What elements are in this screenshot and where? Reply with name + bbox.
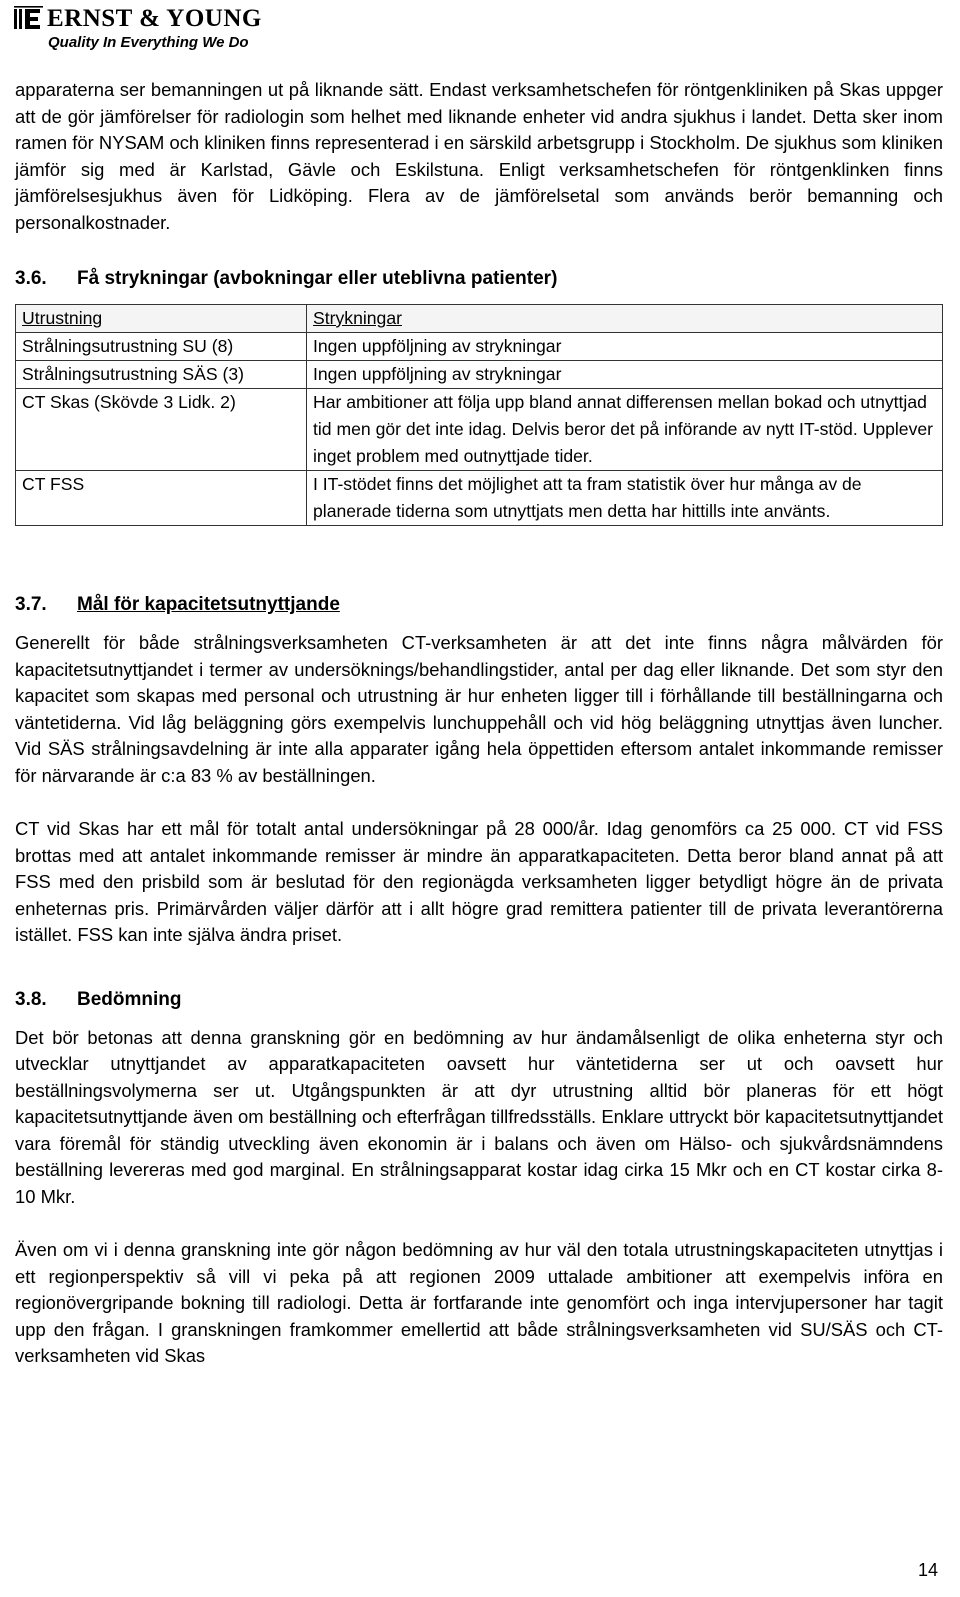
- table-header-row: [16, 305, 943, 333]
- table-cell: Strålningsutrustning SU (8): [16, 333, 307, 361]
- section-3-7-heading: [15, 592, 943, 618]
- strykningar-table: [15, 304, 943, 526]
- document-body: [15, 77, 943, 1370]
- section-title: Få strykningar (avbokningar eller uteblivna patienter): [77, 268, 558, 289]
- section-number: 3.6.: [15, 268, 47, 289]
- section-3-8-paragraph: Även om vi i denna granskning inte gör någon bedömning av hur väl den totala utrustningskapaciteten utnyttjas i ett regionperspektiv så vill vi peka på att regionen 2009 uttalade ambitioner att exempelvis införa en regionövergripande bokning till radiologi. Detta är fortfarande inte genomfört och inga intervjupersoner har tagit upp den frågan. I granskningen framkommer emellertid att både strålningsverksamheten vid SU/SÄS och CT-verksamheten vid Skas: [15, 1239, 943, 1366]
- table-cell: CT Skas (Skövde 3 Lidk. 2): [16, 389, 307, 471]
- table-header-cell: Utrustning: [16, 305, 307, 333]
- section-title: Bedömning: [77, 988, 182, 1010]
- table-row: [16, 471, 943, 526]
- table-row: [16, 361, 943, 389]
- section-3-7-paragraph: Generellt för både strålningsverksamheten CT-verksamheten är att det inte finns några målvärden för kapacitetsutnyttjandet i termer av undersöknings/behandlingstider, antal per dag eller liknande. Det som styr den kapacitet som skapas med personal och utrustning är hur enheten ligger till i förhållande till beställningarna och väntetiderna. Vid låg beläggning görs exempelvis lunchuppehåll och vid hög beläggning utnyttjas även luncher. Vid SÄS strålningsavdelning är inte alla apparater igång hela öppettiden eftersom antalet inkommande remisser för närvarande är c:a 83 % av beställningen.: [15, 632, 943, 786]
- section-number: 3.8.: [15, 988, 47, 1010]
- logo-tagline: Quality In Everything We Do: [48, 34, 249, 51]
- section-title: Mål för kapacitetsutnyttjande: [77, 594, 340, 615]
- table-row: [16, 333, 943, 361]
- intro-paragraph: apparaterna ser bemanningen ut på liknande sätt. Endast verksamhetschefen för röntgenkliniken på Skas uppger att de gör jämförelser för radiologin som helhet med liknande enheter vid andra sjukhus i landet. Detta sker inom ramen för NYSAM och kliniken finns representerad i en särskild arbetsgrupp i Stockholm. De sjukhus som kliniken jämför sig med är Karlstad, Gävle och Eskilstuna. Enligt verksamhetschefen för röntgenklinken finns jämförelsesjukhus även för Lidköping. Flera av de jämförelsetal som används berör bemanning och personalkostnader.: [15, 79, 943, 233]
- logo-company-name: ERNST & YOUNG: [47, 5, 262, 32]
- ey-logo-mark-icon: [14, 6, 44, 32]
- section-number: 3.7.: [15, 594, 47, 615]
- section-3-8-heading: [15, 987, 943, 1013]
- table-cell: Ingen uppföljning av strykningar: [307, 333, 943, 361]
- company-logo: [14, 4, 262, 52]
- table-header-cell: Strykningar: [307, 305, 943, 333]
- section-3-7-paragraph: CT vid Skas har ett mål för totalt antal undersökningar på 28 000/år. Idag genomförs ca 25 000. CT vid FSS brottas med att antalet inkommande remisser är mindre än apparatkapaciteten. Detta beror bland annat på att FSS med den prisbild som är beslutad för den regionägda verksamheten ligger betydligt högre än de privata enheternas pris. Primärvården väljer därför att i allt högre grad remittera patienter till de privata leverantörerna istället. FSS kan inte själva ändra priset.: [15, 818, 943, 945]
- table-cell: I IT-stödet finns det möjlighet att ta fram statistik över hur många av de planerade tiderna som utnyttjats men detta har hittills inte använts.: [307, 471, 943, 526]
- table-cell: Ingen uppföljning av strykningar: [307, 361, 943, 389]
- section-3-6-heading: [15, 266, 943, 292]
- table-cell: CT FSS: [16, 471, 307, 526]
- section-3-8-paragraph: Det bör betonas att denna granskning gör en bedömning av hur ändamålsenligt de olika enheterna styr och utvecklar utnyttjandet av apparatkapaciteten oavsett hur väntetiderna ser ut och oavsett hur beställningsvolymerna ser ut. Utgångspunkten är att dyr utrustning alltid bör planeras för ett högt kapacitetsutnyttjande även om beställning och efterfrågan tillfredsställs. Enklare uttryckt bör kapacitetsutnyttjandet vara föremål för ständig utveckling även ekonomin är i balans och även om Hälso- och sjukvårdsnämndens beställning levereras med god marginal. En strålningsapparat kostar idag cirka 15 Mkr och en CT kostar cirka 8-10 Mkr.: [15, 1026, 943, 1207]
- table-row: [16, 389, 943, 471]
- table-cell: Strålningsutrustning SÄS (3): [16, 361, 307, 389]
- table-cell: Har ambitioner att följa upp bland annat differensen mellan bokad och utnyttjad tid men gör det inte idag. Delvis beror det på införande av nytt IT-stöd. Upplever inget problem med outnyttjade tider.: [307, 389, 943, 471]
- page-number: 14: [917, 1560, 938, 1580]
